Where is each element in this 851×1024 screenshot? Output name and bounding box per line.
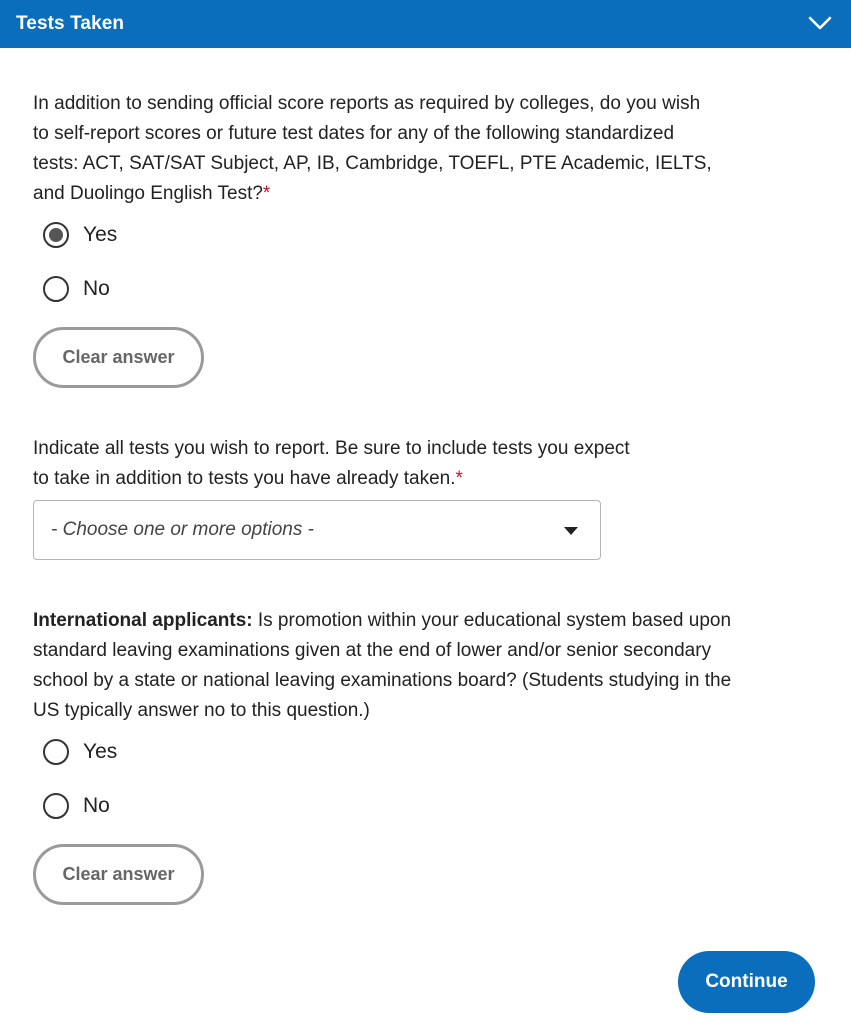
radio-circle[interactable] — [43, 739, 69, 765]
leaving-exam-yes-radio[interactable] — [43, 739, 117, 765]
radio-circle[interactable] — [43, 276, 69, 302]
caret-down-icon — [564, 527, 578, 535]
section-header[interactable] — [0, 0, 851, 48]
international-applicants-question — [33, 606, 733, 726]
radio-label-no: No — [83, 277, 110, 300]
tests-multiselect[interactable] — [33, 500, 601, 560]
tests-to-report-question — [33, 434, 633, 494]
self-report-question-text: In addition to sending official score reports as required by colleges, do you wish to self-report scores or future test dates for any of the following standardized tests: ACT, SAT/SAT Subject, AP, IB, Cambridge, TOEFL, PTE Academic, IELTS, and Duolingo English Test? — [33, 93, 712, 204]
international-applicants-question-text: Is promotion within your educational system based upon standard leaving examinations given at the end of lower and/or senior secondary school by a state or national leaving examinations board? (Students studying in the US typically answer no to this question.) — [33, 610, 732, 721]
tests-to-report-question-text: Indicate all tests you wish to report. Be sure to include tests you expect to take in addition to tests you have already taken. — [33, 438, 630, 489]
self-report-question — [33, 89, 713, 209]
select-placeholder: - Choose one or more options - — [51, 519, 314, 540]
self-report-yes-radio[interactable] — [43, 222, 117, 248]
clear-answer-button[interactable]: Clear answer — [33, 844, 204, 905]
radio-label-no: No — [83, 794, 110, 817]
radio-circle[interactable] — [43, 793, 69, 819]
required-asterisk: * — [262, 183, 271, 204]
radio-label-yes: Yes — [83, 740, 118, 763]
clear-answer-button[interactable]: Clear answer — [33, 327, 204, 388]
section-title: Tests Taken — [16, 13, 125, 34]
continue-button[interactable]: Continue — [678, 951, 815, 1013]
chevron-down-icon[interactable] — [807, 10, 833, 36]
international-applicants-label: International applicants: — [33, 610, 253, 631]
self-report-no-radio[interactable] — [43, 276, 110, 302]
required-asterisk: * — [455, 468, 463, 489]
radio-circle-checked[interactable] — [43, 222, 69, 248]
radio-label-yes: Yes — [83, 223, 118, 246]
leaving-exam-no-radio[interactable] — [43, 793, 110, 819]
